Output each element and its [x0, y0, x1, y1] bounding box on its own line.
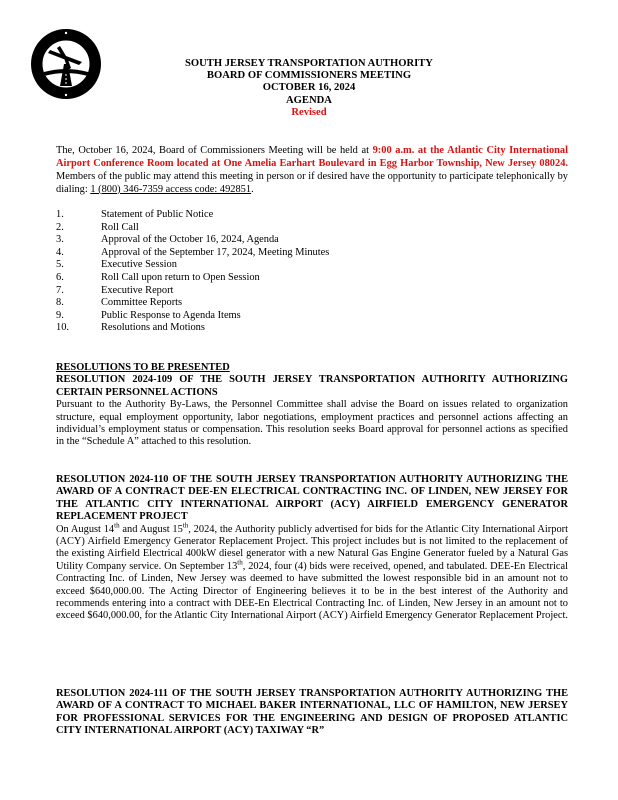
resolution-111-title: RESOLUTION 2024-111 OF THE SOUTH JERSEY TRANSPORTATION AUTHORITY AUTHORIZING THE AWARD OF A CONTRACT TO MICHAEL BAKER INTERNATIONAL, LLC OF HAMILTON, NEW JERSEY FOR PROFESSIONAL SERVICES FOR THE ENGINEERING AND DESIGN OF PROPOSED ATLANTIC CITY INTERNATIONAL AIRPORT (ACY) TAXIWAY “R” [56, 688, 568, 737]
agenda-item [56, 234, 329, 247]
agenda-list [56, 209, 329, 335]
agenda-item [56, 247, 329, 260]
org-name: SOUTH JERSEY TRANSPORTATION AUTHORITY [185, 58, 433, 69]
resolution-109-body: Pursuant to the Authority By-Laws, the Personnel Committee shall advise the Board on issues related to organization structure, equal employment opportunity, labor negotiations, employment practices and personnel actions affecting an individual’s employment status or compensation. This resolution seeks Board approval for personnel actions as specified in the “Schedule A” attached to this resolution. [56, 399, 568, 448]
res110-text-3: , 2024, the Authority publicly advertised for bids for the Atlantic City International Airport (ACY) Airfield Emergency Generator Replacement Project. This project includes but is not limited to the replacement of the existing Airfield Electrical 400kW diesel generator with a new Natural Gas Engine Generator fueled by a Natural Gas Utility Company service. On September 13 [56, 523, 569, 572]
agenda-text: Approval of the September 17, 2024, Meeting Minutes [101, 246, 330, 258]
agenda-text: Executive Report [101, 284, 174, 296]
agenda-num: 2. [56, 221, 64, 233]
res110-sup-3: th [237, 558, 243, 567]
meeting-date: OCTOBER 16, 2024 [262, 82, 356, 94]
resolution-110-body [56, 521, 569, 623]
agenda-item [56, 209, 329, 222]
agenda-text: Approval of the October 16, 2024, Agenda [101, 234, 279, 246]
agenda-item [56, 285, 329, 298]
agenda-text: Public Response to Agenda Items [101, 309, 241, 321]
agenda-text: Statement of Public Notice [101, 209, 214, 220]
res110-sup-1: th [114, 521, 120, 530]
resolution-109-section [56, 362, 568, 449]
resolution-109-title: RESOLUTION 2024-109 OF THE SOUTH JERSEY TRANSPORTATION AUTHORITY AUTHORIZING CERTAIN PERSONNEL ACTIONS [56, 374, 568, 398]
intro-text-2: Members of the public may attend this meeting in person or if desired have the opportunity to participate telephonically by dialing: [56, 170, 568, 195]
resolution-110-section [56, 474, 568, 623]
agenda-item [56, 297, 329, 310]
agenda-item [56, 222, 329, 235]
agenda-item [56, 310, 329, 323]
agenda-num: 5. [56, 259, 64, 271]
resolution-111-section [56, 688, 568, 738]
agenda-item [56, 322, 329, 335]
agenda-num: 7. [56, 284, 64, 296]
agenda-item [56, 272, 329, 285]
intro-paragraph [56, 145, 568, 197]
agenda-text: Roll Call upon return to Open Session [101, 271, 260, 283]
resolutions-heading: RESOLUTIONS TO BE PRESENTED [56, 362, 230, 373]
res110-text-1: On August 14 [56, 523, 115, 535]
agenda-text: Committee Reports [101, 297, 183, 309]
agenda-num: 1. [56, 209, 64, 220]
agenda-text: Executive Session [101, 259, 177, 271]
res110-text-4: , 2024, four (4) bids were received, opened, and tabulated. DEE-En Electrical Contracting Inc. of Linden, New Jersey was deemed to have submitted the lowest responsible bid in an amount not to exceed $640,000.00. The Acting Director of Engineering believes it to be in the best interest of the Authority and recommends entering into a contract with DEE-En Electrical Contracting Inc. of Linden, New Jersey in an amount not to exceed $640,000.00, for the Atlantic City International Airport (ACY) Airfield Emergency Generator Replacement Project. [56, 560, 568, 622]
intro-end: . [251, 183, 254, 195]
meeting-location: 9:00 a.m. at the Atlantic City International Airport Conference Room located at One Amelia Earhart Boulevard in Egg Harbor Township, New Jersey 08024. [56, 145, 569, 169]
agenda-num: 3. [56, 234, 64, 246]
intro-text-1: The, October 16, 2024, Board of Commissioners Meeting will be held at [56, 145, 373, 156]
agenda-num: 8. [56, 297, 64, 309]
agenda-item [56, 259, 329, 272]
agenda-text: Roll Call [101, 221, 139, 233]
agenda-num: 4. [56, 246, 64, 258]
agenda-num: 10. [56, 322, 69, 334]
dial-in-number[interactable]: 1 (800) 346-7359 access code: 492851 [90, 183, 252, 195]
doc-type: AGENDA [286, 94, 332, 106]
agenda-num: 9. [56, 309, 64, 321]
document-header [0, 58, 618, 119]
res110-text-2: and August 15 [119, 523, 183, 535]
agenda-num: 6. [56, 271, 64, 283]
agenda-text: Resolutions and Motions [101, 322, 205, 334]
revised-label: Revised [291, 106, 327, 118]
resolution-110-title: RESOLUTION 2024-110 OF THE SOUTH JERSEY TRANSPORTATION AUTHORITY AUTHORIZING THE AWARD OF A CONTRACT DEE-EN ELECTRICAL CONTRACTING INC. OF LINDEN, NEW JERSEY FOR THE ATLANTIC CITY INTERNATIONAL AIRPORT (ACY) AIRFIELD EMERGENCY GENERATOR REPLACEMENT PROJECT [56, 474, 568, 523]
res110-sup-2: th [182, 521, 189, 530]
meeting-title: BOARD OF COMMISSIONERS MEETING [206, 70, 412, 82]
